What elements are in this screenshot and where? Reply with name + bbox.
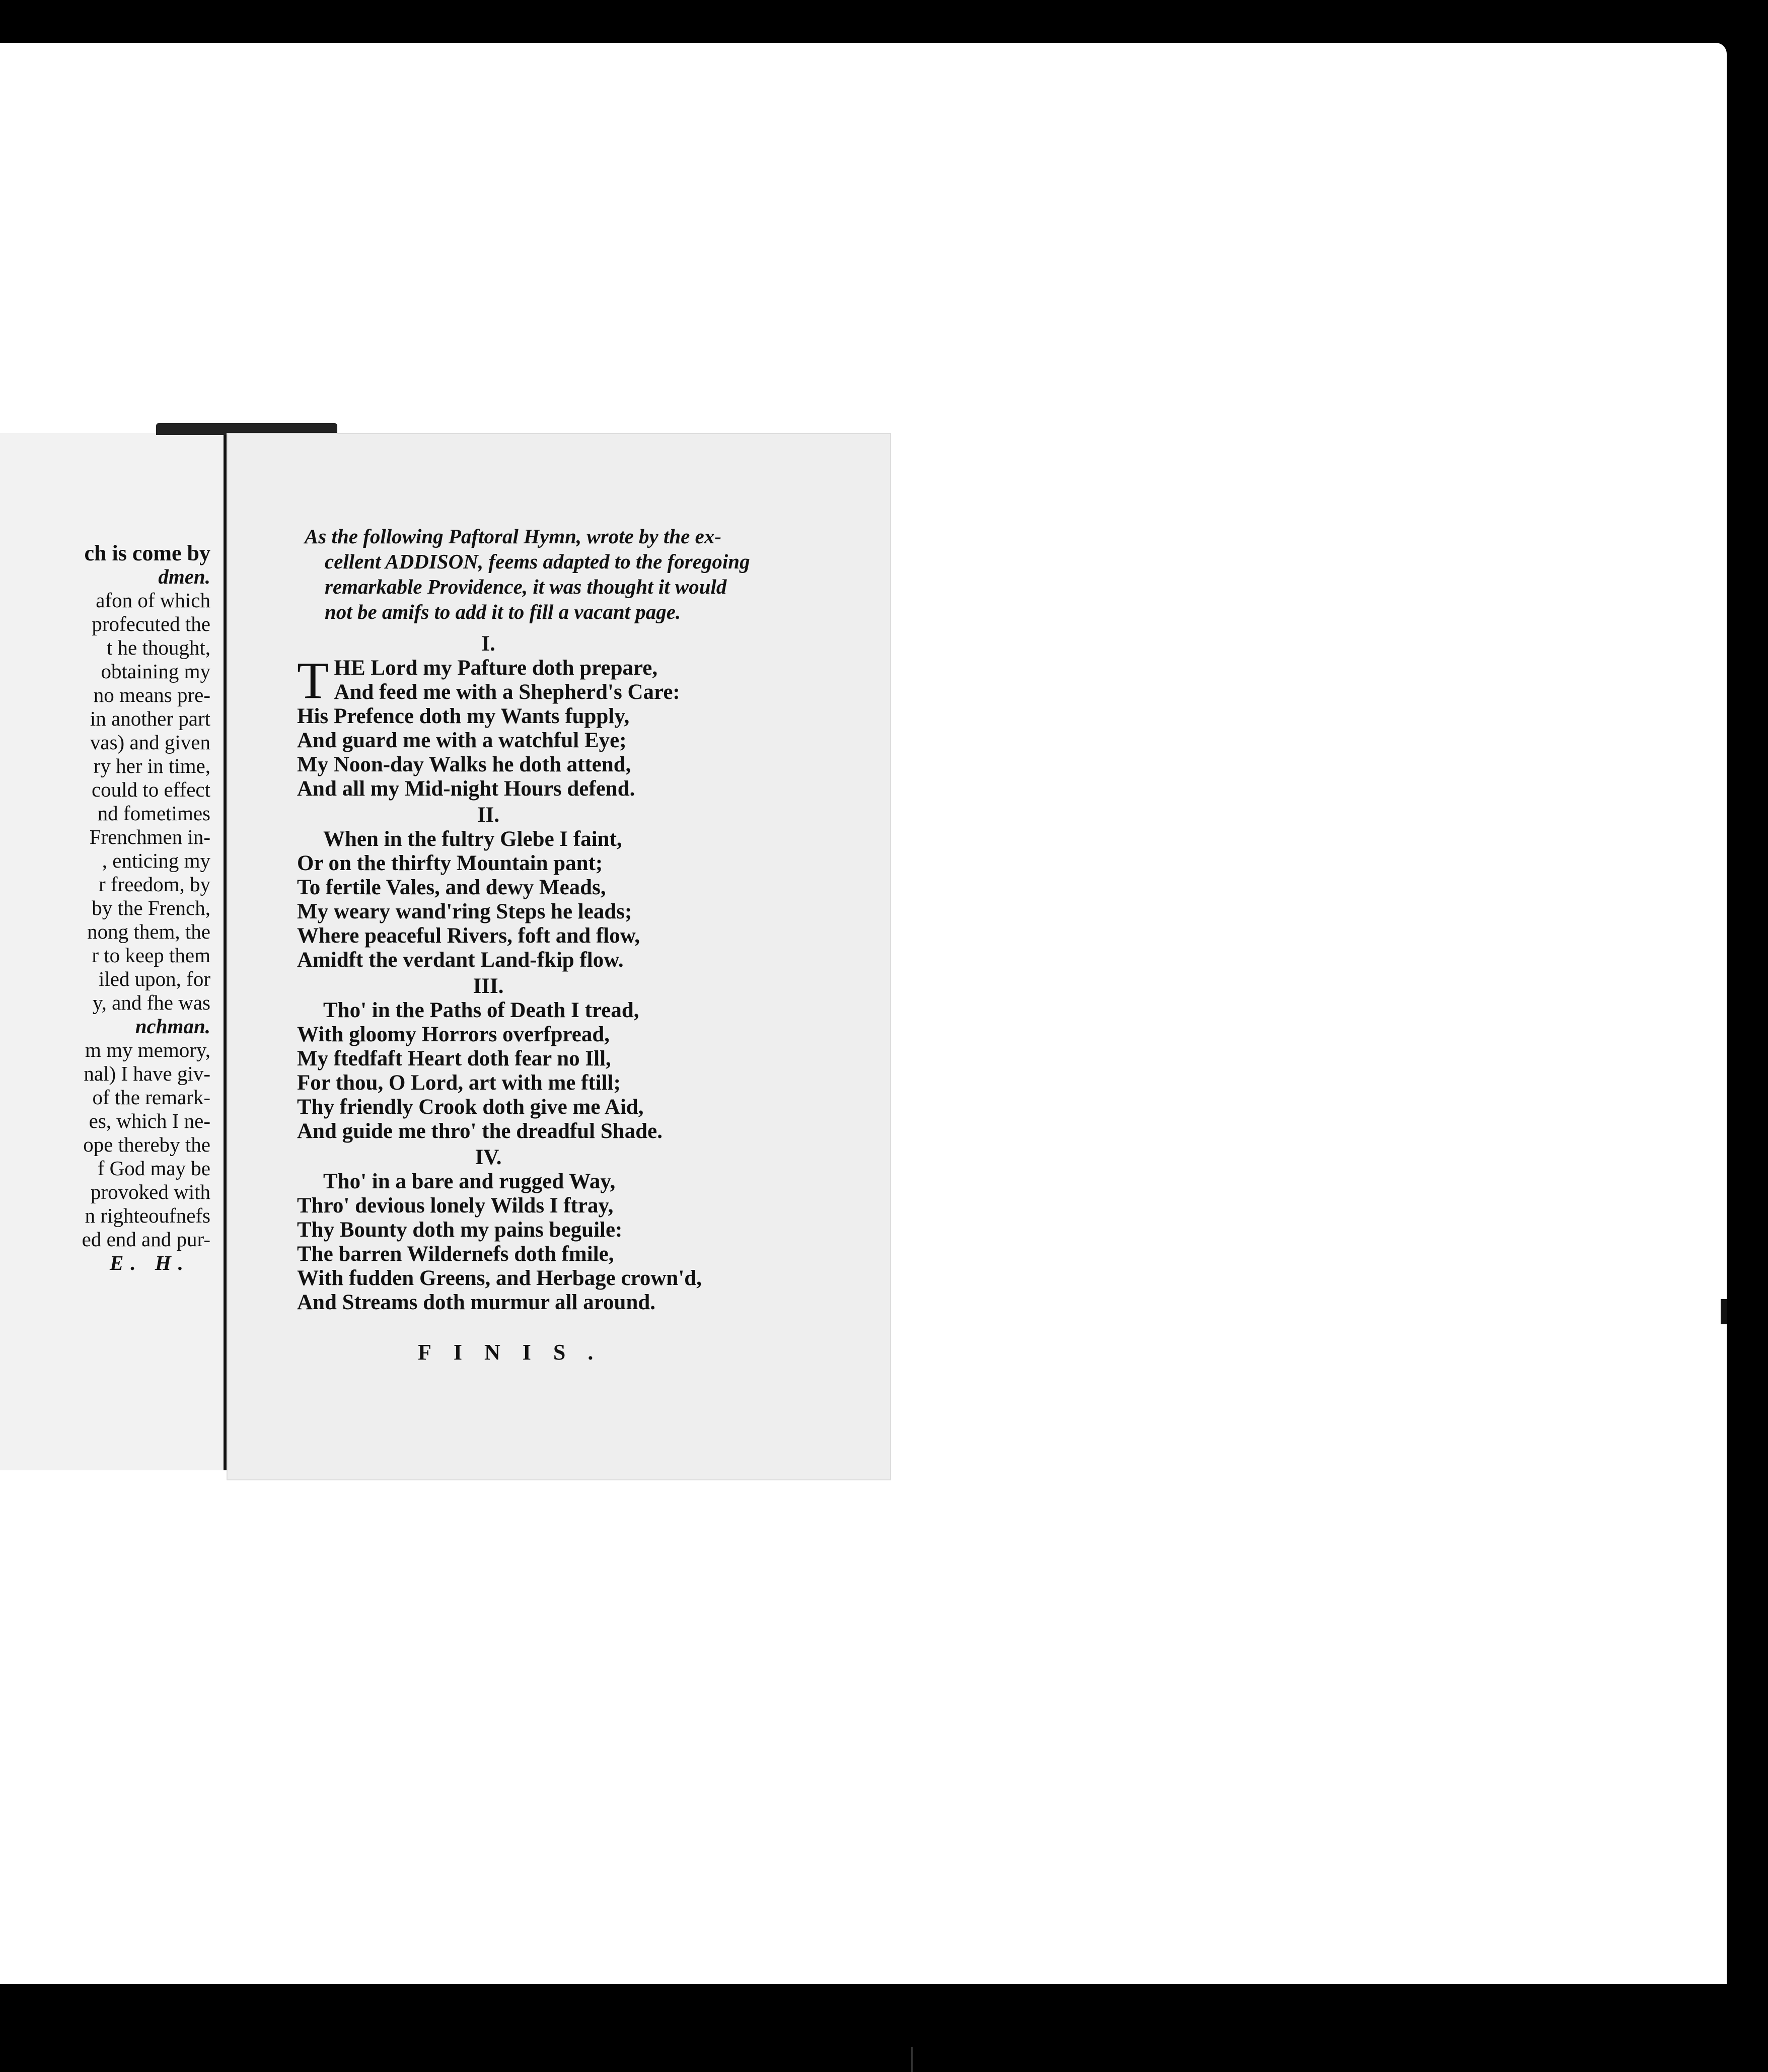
text-line: m my memory, [85,1038,210,1061]
hymn-verse-4 [297,1146,851,1315]
hymn-verse-1 [297,632,851,801]
text-line: vas) and given [90,731,210,754]
text-line: afon of which [96,589,210,612]
verse-line: With gloomy Horrors overfpread, [297,1023,610,1046]
verse-line: And guard me with a watchful Eye; [297,729,627,752]
text-line: of the remark- [92,1086,210,1109]
scan-mark [1721,1299,1727,1324]
verse-line: My weary wand'ring Steps he leads; [297,900,632,923]
verse-line: His Prefence doth my Wants fupply, [297,704,630,728]
verse-line: With fudden Greens, and Herbage crown'd, [297,1266,702,1290]
text-line: nal) I have giv- [84,1062,210,1085]
text-line: , enticing my [102,849,210,872]
verse-line: And Streams doth murmur all around. [297,1291,656,1314]
intro-line: not be amifs to add it to fill a vacant page. [325,600,681,623]
scan-mark [911,2047,913,2072]
left-page-text [0,541,210,1275]
text-line: es, which I ne- [89,1109,210,1132]
hymn-verse-3 [297,974,851,1144]
text-line: ope thereby the [83,1133,210,1156]
text-line: r freedom, by [99,873,210,896]
intro-line: cellent ADDISON, feems adapted to the foregoing [325,550,750,573]
verse-line: To fertile Vales, and dewy Meads, [297,876,606,899]
verse-line: For thou, O Lord, art with me ftill; [297,1071,621,1095]
verse-line: The barren Wildernefs doth fmile, [297,1242,614,1266]
intro-line: As the following Paftoral Hymn, wrote by the ex- [305,525,721,548]
text-line: ed end and pur- [82,1228,210,1251]
text-line: n righteoufnefs [85,1204,210,1227]
verse-line: Tho' in a bare and rugged Way, [323,1170,616,1193]
verse-numeral: I. [481,632,495,656]
verse-line: Thro' devious lonely Wilds I ftray, [297,1194,614,1218]
verse-line: Amidft the verdant Land-fkip flow. [297,948,624,972]
hymn-verse-2 [297,803,851,972]
verse-line: Tho' in the Paths of Death I tread, [323,998,639,1022]
text-line: Frenchmen in- [89,825,210,848]
verse-line: Thy friendly Crook doth give me Aid, [297,1095,644,1119]
text-line: ch is come by [84,541,210,565]
text-line: ry her in time, [93,754,210,777]
text-line: no means pre- [93,683,210,706]
text-line: r to keep them [92,944,210,967]
text-line: obtaining my [101,660,210,683]
left-page [0,433,227,1470]
text-line: f God may be [97,1157,210,1180]
finis-heading: FINIS. [418,1340,616,1365]
verse-numeral: IV. [475,1146,502,1169]
drop-cap: T [297,652,329,709]
signature: E. H. [110,1251,190,1274]
verse-line: My Noon-day Walks he doth attend, [297,753,631,776]
text-line: dmen. [158,565,210,588]
verse-numeral: II. [477,803,500,827]
verse-line: And feed me with a Shepherd's Care: [334,680,680,704]
verse-line: And guide me thro' the dreadful Shade. [297,1119,662,1143]
text-line: y, and fhe was [92,991,210,1014]
text-line: nong them, the [87,920,210,943]
verse-line: And all my Mid-night Hours defend. [297,777,635,801]
text-line: t he thought, [106,636,210,659]
text-line: provoked with [91,1180,210,1203]
text-line: in another part [90,707,210,730]
verse-line: My ftedfaft Heart doth fear no Ill, [297,1047,611,1070]
intro-line: remarkable Providence, it was thought it would [325,575,727,598]
text-line: by the French, [92,896,210,919]
verse-line: Thy Bounty doth my pains beguile: [297,1218,623,1242]
verse-line: HE Lord my Pafture doth prepare, [334,656,658,680]
verse-line: When in the fultry Glebe I faint, [323,827,622,851]
text-line: nd fometimes [97,802,210,825]
text-line: profecuted the [92,612,210,635]
right-page [227,433,891,1480]
text-line: iled upon, for [98,967,210,990]
text-line: nchman. [135,1015,210,1038]
verse-line: Or on the thirfty Mountain pant; [297,851,603,875]
verse-numeral: III. [473,974,504,998]
text-line: could to effect [91,778,210,801]
intro-paragraph [305,524,818,624]
verse-line: Where peaceful Rivers, foft and flow, [297,924,640,948]
